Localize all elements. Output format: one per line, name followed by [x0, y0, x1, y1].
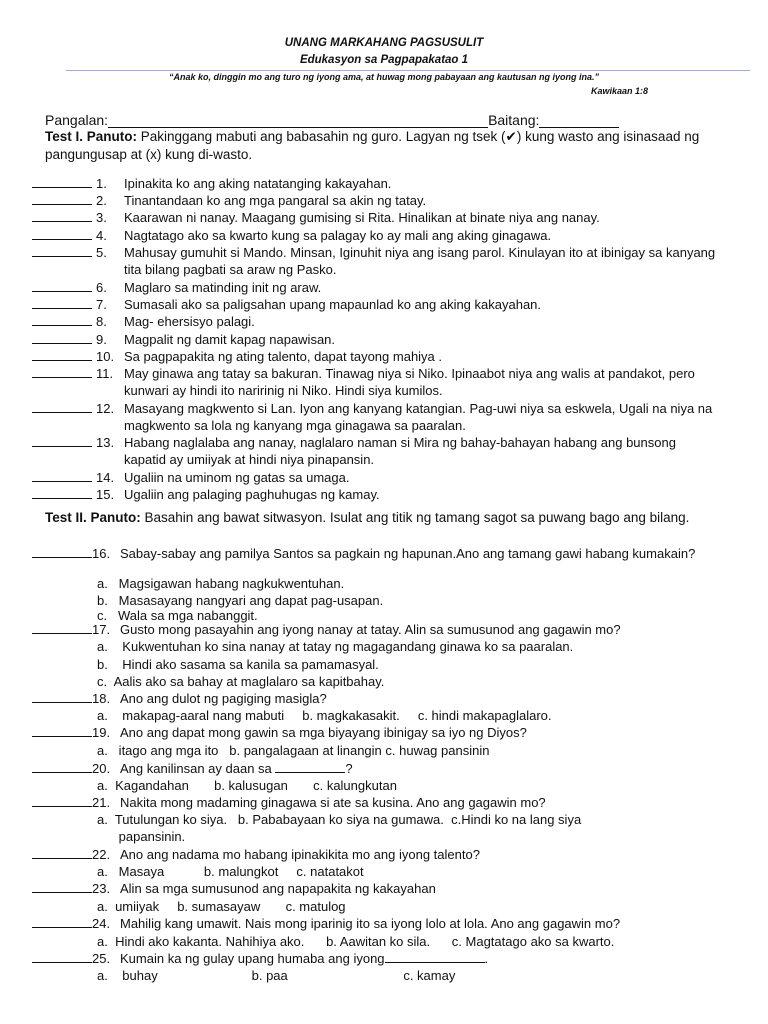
- answer-option: c. Wala sa mga nabanggit.: [97, 608, 258, 623]
- item-number: 2.: [96, 193, 107, 208]
- test1-label: Test I. Panuto:: [45, 129, 138, 144]
- answer-option: a. Magsigawan habang nagkukwentuhan.: [97, 576, 345, 591]
- item-text: Ipinakita ko ang aking natatanging kakayahan.: [124, 176, 392, 191]
- item-number: 18.: [92, 691, 111, 706]
- answer-blank[interactable]: [32, 193, 92, 205]
- item-text: Kaarawan ni nanay. Maagang gumising si Rita. Hinalikan at binate niya ang nanay.: [124, 210, 600, 225]
- answer-option: a. Tutulungan ko siya. b. Pababayaan ko siya na gumawa. c.Hindi ko na lang siya: [97, 812, 582, 827]
- test1-item: [32, 296, 732, 313]
- item-number: 24.: [92, 916, 111, 931]
- test2-item: [32, 690, 732, 707]
- item-text: Ang kanilinsan ay daan sa ?: [120, 761, 353, 776]
- item-number: 12.: [96, 401, 115, 416]
- answer-blank[interactable]: [32, 176, 92, 188]
- test1-item: [32, 209, 732, 226]
- test1-item: [32, 486, 732, 503]
- answer-option: papansinin.: [97, 829, 186, 844]
- item-number: 9.: [96, 332, 107, 347]
- item-text: Ugaliin na uminom ng gatas sa umaga.: [124, 470, 350, 485]
- item-number: 16.: [92, 546, 111, 561]
- answer-blank[interactable]: [32, 951, 92, 963]
- answer-option: a. Kagandahan b. kalusugan c. kalungkutan: [97, 778, 397, 793]
- test2-item: [32, 915, 732, 932]
- item-text: Gusto mong pasayahin ang iyong nanay at tatay. Alin sa sumusunod ang gagawin mo?: [120, 622, 621, 637]
- quote-reference: Kawikaan 1:8: [590, 86, 648, 96]
- item-number: 8.: [96, 314, 107, 329]
- item-text: Nagtatago ako sa kwarto kung sa palagay ko ay mali ang aking ginagawa.: [124, 228, 552, 243]
- test1-item: [32, 469, 732, 486]
- name-field[interactable]: [108, 113, 488, 128]
- test2-instruction-text: Basahin ang bawat sitwasyon. Isulat ang titik ng tamang sagot sa puwang bago ang bilang.: [144, 510, 690, 525]
- item-text: May ginawa ang tatay sa bakuran. Tinawag niya si Niko. Ipinaabot niya ang walis at pandakot, pero kunwari ay hindi ito naririnig ni Niko. Hindi siya kumilos.: [124, 366, 695, 399]
- test2-instructions: [45, 509, 725, 527]
- test2-label: Test II. Panuto:: [45, 510, 141, 525]
- item-number: 14.: [96, 470, 115, 485]
- test1-item: [32, 348, 732, 365]
- test1-item: [32, 434, 732, 469]
- test1-item: [32, 313, 732, 330]
- answer-blank[interactable]: [32, 366, 92, 378]
- item-text: Mahusay gumuhit si Mando. Minsan, Iginuhit niya ang isang parol. Kinulayan ito at ibinigay sa kanyang tita bilang pagbati sa araw ng Pasko.: [124, 245, 716, 278]
- answer-blank[interactable]: [32, 297, 92, 309]
- answer-blank[interactable]: [32, 487, 92, 499]
- test1-item: [32, 244, 732, 279]
- exam-title: UNANG MARKAHANG PAGSUSULIT: [284, 37, 484, 49]
- fill-in-blank[interactable]: [385, 951, 485, 963]
- item-text: Mahilig kang umawit. Nais mong iparinig ito sa iyong lolo at lola. Ano ang gagawin mo?: [120, 916, 621, 931]
- answer-option: a. itago ang mga ito b. pangalagaan at linangin c. huwag pansinin: [97, 743, 490, 758]
- answer-option: b. Hindi ako sasama sa kanila sa pamamasyal.: [97, 657, 379, 672]
- grade-field[interactable]: [539, 113, 619, 128]
- item-text: Sabay-sabay ang pamilya Santos sa pagkain ng hapunan.Ano ang tamang gawi habang kumakain?: [120, 546, 696, 561]
- test1-item: [32, 279, 732, 296]
- item-text: Sumasali ako sa paligsahan upang mapaunlad ko ang aking kakayahan.: [124, 297, 542, 312]
- test1-item: [32, 400, 732, 435]
- item-text: Ano ang nadama mo habang ipinakikita mo ang iyong talento?: [120, 847, 480, 862]
- answer-blank[interactable]: [32, 881, 92, 893]
- answer-blank[interactable]: [32, 245, 92, 257]
- item-text: Nakita mong madaming ginagawa si ate sa kusina. Ano ang gagawin mo?: [120, 795, 546, 810]
- test2-item: [32, 794, 732, 811]
- answer-option: c. Aalis ako sa bahay at maglalaro sa kapitbahay.: [97, 674, 385, 689]
- item-text: Mag- ehersisyo palagi.: [124, 314, 255, 329]
- test2-item: [32, 950, 732, 967]
- item-text: Tinantandaan ko ang mga pangaral sa akin ng tatay.: [124, 193, 427, 208]
- answer-blank[interactable]: [32, 349, 92, 361]
- answer-blank[interactable]: [32, 228, 92, 240]
- answer-blank[interactable]: [32, 210, 92, 222]
- answer-blank[interactable]: [32, 847, 92, 859]
- item-number: 10.: [96, 349, 115, 364]
- answer-blank[interactable]: [32, 725, 92, 737]
- answer-blank[interactable]: [32, 795, 92, 807]
- item-text: Ano ang dulot ng pagiging masigla?: [120, 691, 327, 706]
- item-text: Masayang magkwento si Lan. Iyon ang kanyang katangian. Pag-uwi niya sa eskwela, Ugali na niya na magkwento sa lola ng kanyang mga ginagawa sa paaralan.: [124, 401, 713, 434]
- item-text: Magpalit ng damit kapag napawisan.: [124, 332, 336, 347]
- answer-option: a. Hindi ako kakanta. Nahihiya ako. b. Aawitan ko sila. c. Magtatago ako sa kwarto.: [97, 934, 615, 949]
- test2-item: [32, 621, 732, 638]
- grade-label: Baitang:: [488, 112, 540, 128]
- item-number: 20.: [92, 761, 111, 776]
- item-text: Sa pagpapakita ng ating talento, dapat tayong mahiya .: [124, 349, 443, 364]
- test1-item: [32, 331, 732, 348]
- test2-item: [32, 880, 732, 897]
- test2-item: [32, 760, 732, 777]
- test2-item: [32, 724, 732, 741]
- test1-instruction-text: Pakinggang mabuti ang babasahin ng guro. Lagyan ng tsek (✔) kung wasto ang isinasaad ng pangungusap at (x) kung di-wasto.: [45, 129, 700, 162]
- item-number: 22.: [92, 847, 111, 862]
- item-number: 17.: [92, 622, 111, 637]
- answer-blank[interactable]: [32, 546, 92, 558]
- item-number: 13.: [96, 435, 115, 450]
- item-number: 23.: [92, 881, 111, 896]
- answer-option: a. umiiyak b. sumasayaw c. matulog: [97, 899, 346, 914]
- test1-item: [32, 365, 732, 400]
- answer-option: a. makapag-aaral nang mabuti b. magkakasakit. c. hindi makapaglalaro.: [97, 708, 552, 723]
- test2-item: [32, 846, 732, 863]
- test1-item: [32, 175, 732, 192]
- answer-blank[interactable]: [32, 470, 92, 482]
- answer-option: a. buhay b. paa c. kamay: [97, 968, 456, 983]
- item-number: 1.: [96, 176, 107, 191]
- header-divider: [66, 70, 750, 71]
- item-number: 3.: [96, 210, 107, 225]
- item-number: 5.: [96, 245, 107, 260]
- test1-item: [32, 227, 732, 244]
- item-number: 4.: [96, 228, 107, 243]
- answer-option: b. Masasayang nangyari ang dapat pag-usapan.: [97, 593, 384, 608]
- answer-blank[interactable]: [32, 401, 92, 413]
- item-text: Ugaliin ang palaging paghuhugas ng kamay.: [124, 487, 380, 502]
- exam-subject: Edukasyon sa Pagpapakatao 1: [299, 54, 469, 66]
- item-number: 7.: [96, 297, 107, 312]
- answer-blank[interactable]: [32, 622, 92, 634]
- student-info-line: [45, 112, 619, 128]
- answer-blank[interactable]: [32, 314, 92, 326]
- item-text: Alin sa mga sumusunod ang napapakita ng kakayahan: [120, 881, 436, 896]
- test2-item: [32, 545, 732, 562]
- item-number: 6.: [96, 280, 107, 295]
- item-text: Kumain ka ng gulay upang humaba ang iyong .: [120, 951, 489, 966]
- answer-blank[interactable]: [32, 916, 92, 928]
- answer-blank[interactable]: [32, 761, 92, 773]
- fill-in-blank[interactable]: [275, 761, 345, 773]
- test1-item: [32, 192, 732, 209]
- answer-option: a. Kukwentuhan ko sina nanay at tatay ng magagandang ginawa ko sa paaralan.: [97, 639, 574, 654]
- bible-quote: “Anak ko, dinggin mo ang turo ng iyong ama, at huwag mong pabayaan ang kautusan ng iyong ina.”: [168, 72, 600, 82]
- name-label: Pangalan:: [45, 112, 109, 128]
- item-text: Ano ang dapat mong gawin sa mga biyayang ibinigay sa iyo ng Diyos?: [120, 725, 527, 740]
- item-text: Habang naglalaba ang nanay, naglalaro naman si Mira ng bahay-bahayan habang ang bunsong kapatid ay umiiyak at hindi niya pinapansin.: [124, 435, 676, 468]
- answer-option: a. Masaya b. malungkot c. natatakot: [97, 864, 364, 879]
- item-number: 25.: [92, 951, 111, 966]
- item-number: 21.: [92, 795, 111, 810]
- item-number: 15.: [96, 487, 115, 502]
- answer-blank[interactable]: [32, 332, 92, 344]
- answer-blank[interactable]: [32, 280, 92, 292]
- answer-blank[interactable]: [32, 435, 92, 447]
- item-number: 19.: [92, 725, 111, 740]
- answer-blank[interactable]: [32, 691, 92, 703]
- item-number: 11.: [96, 366, 114, 381]
- item-text: Maglaro sa matinding init ng araw.: [124, 280, 322, 295]
- test1-instructions: [45, 128, 725, 164]
